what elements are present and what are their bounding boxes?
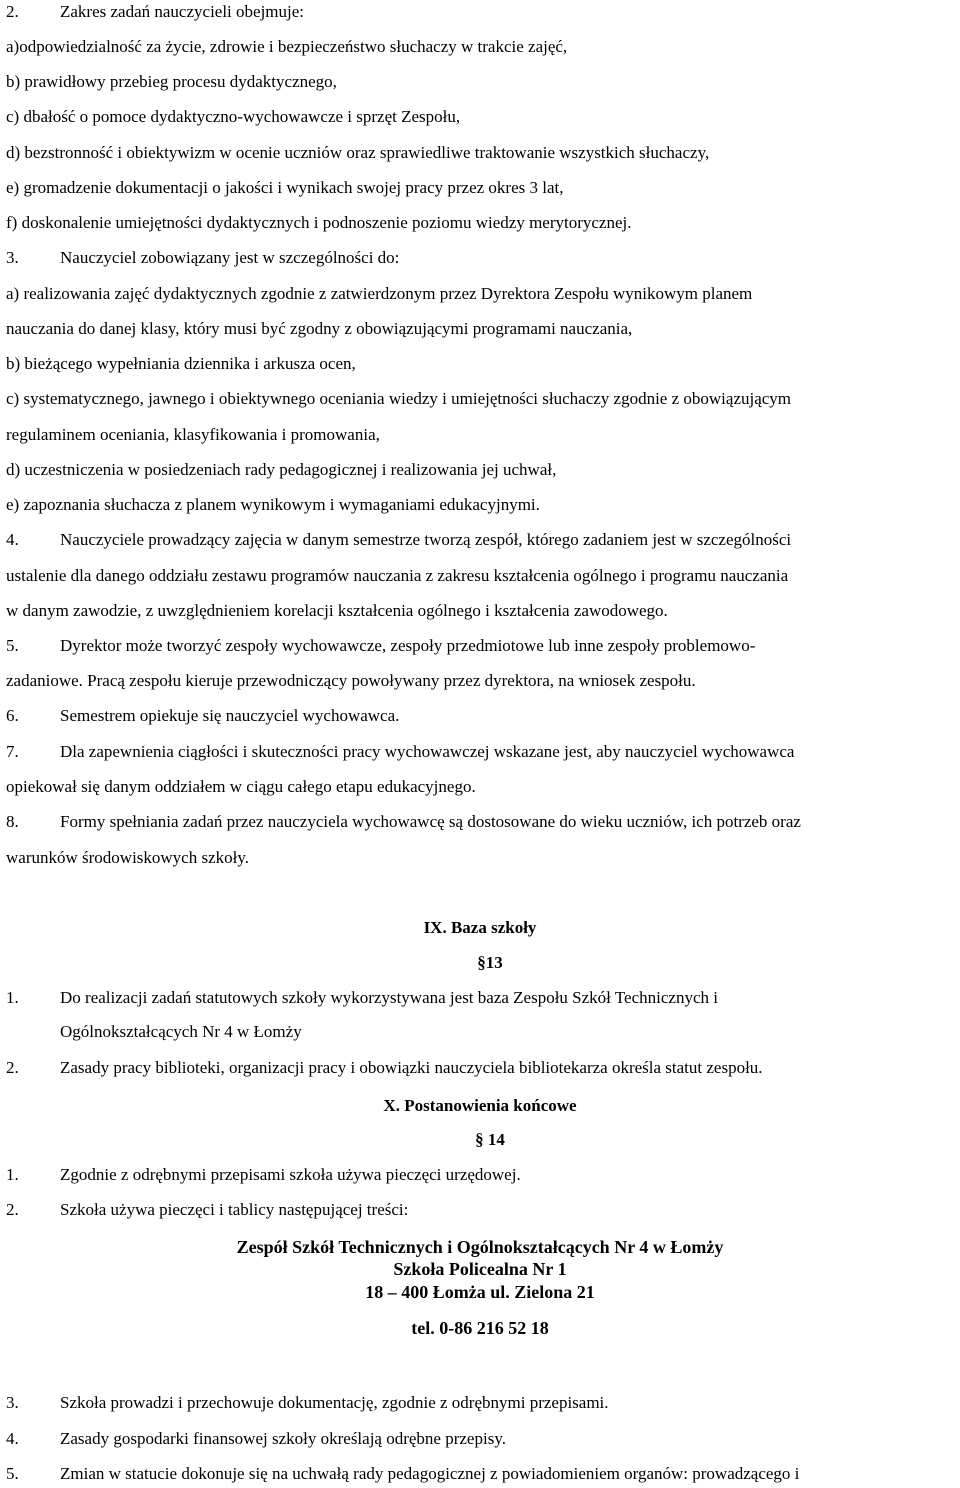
section-4-first-line: Nauczyciele prowadzący zajęcia w danym semestrze tworzą zespół, którego zadaniem jest w szczególności (60, 530, 792, 549)
section-2-item-f: f) doskonalenie umiejętności dydaktycznych i podnoszenie poziomu wiedzy merytorycznej. (6, 213, 632, 232)
stamp-phone: tel. 0-86 216 52 18 (411, 1318, 549, 1338)
chapter-10-item-2-number: 2. (6, 1200, 19, 1219)
section-2-item-a: a)odpowiedzialność za życie, zdrowie i bezpieczeństwo słuchaczy w trakcie zajęć, (6, 37, 568, 56)
chapter-10-item-1-text: Zgodnie z odrębnymi przepisami szkoła używa pieczęci urzędowej. (60, 1165, 521, 1184)
section-2-item-e: e) gromadzenie dokumentacji o jakości i wynikach swojej pracy przez okres 3 lat, (6, 178, 564, 197)
section-3-line: a) realizowania zajęć dydaktycznych zgodnie z zatwierdzonym przez Dyrektora Zespołu wynikowym planem (6, 284, 753, 303)
chapter-9-item-2-number: 2. (6, 1058, 19, 1077)
stamp-school-name: Zespół Szkół Technicznych i Ogólnokształcących Nr 4 w Łomży (236, 1237, 724, 1257)
chapter-9-item-1-second-line: Ogólnokształcących Nr 4 w Łomży (60, 1022, 302, 1041)
section-3-intro: Nauczyciel zobowiązany jest w szczególności do: (60, 248, 400, 267)
chapter-10-paragraph-number: § 14 (475, 1130, 505, 1149)
section-3-line: d) uczestniczenia w posiedzeniach rady pedagogicznej i realizowania jej uchwał, (6, 460, 557, 479)
section-5-first-line: Dyrektor może tworzyć zespoły wychowawcze, zespoły przedmiotowe lub inne zespoły problemowo- (60, 636, 756, 655)
chapter-9-title: IX. Baza szkoły (423, 918, 537, 937)
chapter-10-item-4-text: Zasady gospodarki finansowej szkoły określają odrębne przepisy. (60, 1429, 506, 1448)
chapter-10-item-3-number: 3. (6, 1393, 19, 1412)
section-2-item-b: b) prawidłowy przebieg procesu dydaktycznego, (6, 72, 337, 91)
chapter-9-item-1-number: 1. (6, 988, 19, 1007)
chapter-10-title: X. Postanowienia końcowe (383, 1096, 577, 1115)
section-4-line: w danym zawodzie, z uwzględnieniem korelacji kształcenia ogólnego i kształcenia zawodowego. (6, 601, 668, 620)
section-5-line: zadaniowe. Pracą zespołu kieruje przewodniczący powoływany przez dyrektora, na wniosek zespołu. (6, 671, 696, 690)
section-2-intro: Zakres zadań nauczycieli obejmuje: (60, 2, 305, 21)
chapter-10-item-5-number: 5. (6, 1464, 19, 1483)
section-2-item-c: c) dbałość o pomoce dydaktyczno-wychowawcze i sprzęt Zespołu, (6, 107, 461, 126)
section-3-line: regulaminem oceniania, klasyfikowania i promowania, (6, 425, 380, 444)
section-3-line: nauczania do danej klasy, który musi być zgodny z obowiązującymi programami nauczania, (6, 319, 633, 338)
section-7-first-line: Dla zapewnienia ciągłości i skuteczności pracy wychowawczej wskazane jest, aby nauczyciel wychowawca (60, 742, 795, 761)
section-4-line: ustalenie dla danego oddziału zestawu programów nauczania z zakresu kształcenia ogólnego i programu nauczania (6, 566, 789, 585)
section-2-number: 2. (6, 2, 19, 21)
section-2-item-d: d) bezstronność i obiektywizm w ocenie uczniów oraz sprawiedliwe traktowanie wszystkich słuchaczy, (6, 143, 710, 162)
chapter-9-paragraph-number: §13 (477, 953, 503, 972)
section-6-number: 6. (6, 706, 19, 725)
section-7-number: 7. (6, 742, 19, 761)
section-3-line: e) zapoznania słuchacza z planem wynikowym i wymaganiami edukacyjnymi. (6, 495, 540, 514)
section-8-number: 8. (6, 812, 19, 831)
chapter-10-item-2-text: Szkoła używa pieczęci i tablicy następującej treści: (60, 1200, 409, 1219)
section-7-line: opiekował się danym oddziałem w ciągu całego etapu edukacyjnego. (6, 777, 476, 796)
stamp-school-subtitle: Szkoła Policealna Nr 1 (393, 1259, 567, 1279)
chapter-9-item-1-first-line: Do realizacji zadań statutowych szkoły wykorzystywana jest baza Zespołu Szkół Technicznych i (60, 988, 718, 1007)
section-3-line: b) bieżącego wypełniania dziennika i arkusza ocen, (6, 354, 356, 373)
chapter-10-item-3-text: Szkoła prowadzi i przechowuje dokumentację, zgodnie z odrębnymi przepisami. (60, 1393, 609, 1412)
chapter-10-item-1-number: 1. (6, 1165, 19, 1184)
section-8-line: warunków środowiskowych szkoły. (6, 848, 250, 867)
section-5-number: 5. (6, 636, 19, 655)
section-6-text: Semestrem opiekuje się nauczyciel wychowawca. (60, 706, 400, 725)
chapter-9-item-2-text: Zasady pracy biblioteki, organizacji pracy i obowiązki nauczyciela bibliotekarza określa statut zespołu. (60, 1058, 763, 1077)
chapter-10-item-4-number: 4. (6, 1429, 19, 1448)
section-3-number: 3. (6, 248, 19, 267)
section-4-number: 4. (6, 530, 19, 549)
section-3-line: c) systematycznego, jawnego i obiektywnego oceniania wiedzy i umiejętności słuchaczy zgodnie z obowiązującym (6, 389, 792, 408)
chapter-10-item-5-text: Zmian w statucie dokonuje się na uchwałą rady pedagogicznej z powiadomieniem organów: prowadzącego i (60, 1464, 800, 1483)
stamp-address: 18 – 400 Łomża ul. Zielona 21 (365, 1282, 595, 1302)
section-8-first-line: Formy spełniania zadań przez nauczyciela wychowawcę są dostosowane do wieku uczniów, ich potrzeb oraz (60, 812, 801, 831)
